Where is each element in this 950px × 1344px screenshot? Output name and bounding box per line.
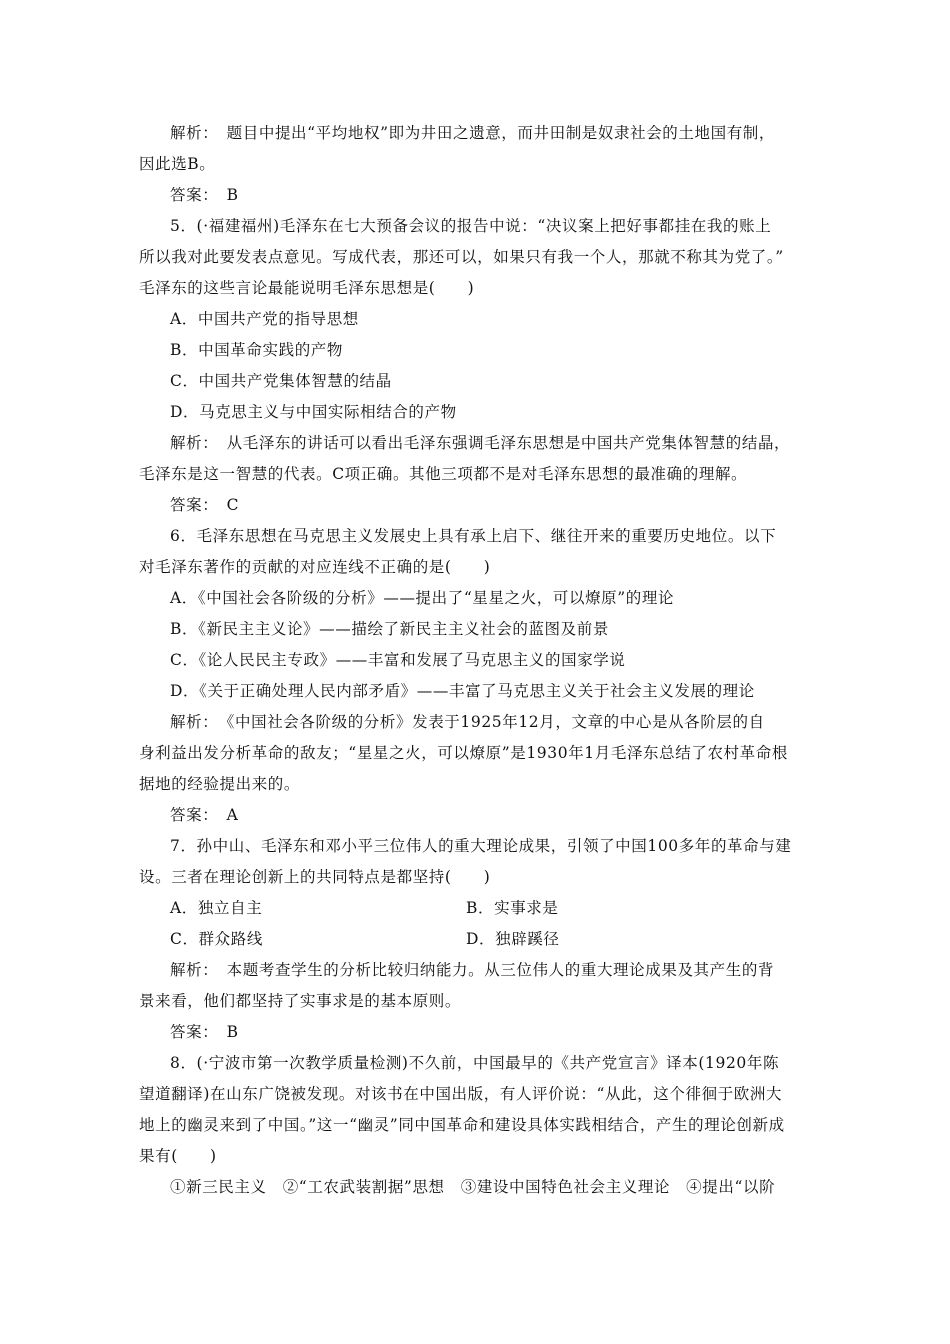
question-7-stem: 7．孙中山、毛泽东和邓小平三位伟人的重大理论成果，引领了中国100多年的革命与建 (170, 837, 792, 855)
option-c: C．《论人民民主专政》——丰富和发展了马克思主义的国家学说 (170, 651, 626, 669)
question-6-stem: 对毛泽东著作的贡献的对应连线不正确的是( ) (139, 558, 491, 576)
analysis-line: 毛泽东是这一智慧的代表。C项正确。其他三项都不是对毛泽东思想的最准确的理解。 (139, 465, 748, 483)
question-8-stem: 果有( ) (139, 1147, 217, 1165)
question-5-stem: 所以我对此要发表点意见。写成代表，那还可以，如果只有我一个人，那就不称其为党了。” (139, 248, 784, 266)
option-a: A．独立自主 (170, 899, 263, 917)
answer-line: 答案： C (170, 496, 240, 514)
question-8-stem: 地上的幽灵来到了中国。”这一“幽灵”同中国革命和建设具体实践相结合，产生的理论创新成 (139, 1116, 785, 1134)
question-8-choices: ①新三民主义 ②“工农武装割据”思想 ③建设中国特色社会主义理论 ④提出“以阶 (170, 1178, 776, 1196)
analysis-line: 解析： 《中国社会各阶级的分析》发表于1925年12月，文章的中心是从各阶层的自 (170, 713, 765, 731)
option-d: D．《关于正确处理人民内部矛盾》——丰富了马克思主义关于社会主义发展的理论 (170, 682, 755, 700)
option-b: B．实事求是 (466, 899, 559, 917)
answer-line: 答案： A (170, 806, 239, 824)
analysis-line: 解析： 本题考查学生的分析比较归纳能力。从三位伟人的重大理论成果及其产生的背 (170, 961, 775, 979)
option-b: B．《新民主主义论》——描绘了新民主主义社会的蓝图及前景 (170, 620, 609, 638)
analysis-line: 因此选B。 (139, 155, 216, 173)
option-b: B．中国革命实践的产物 (170, 341, 343, 359)
analysis-line: 解析： 从毛泽东的讲话可以看出毛泽东强调毛泽东思想是中国共产党集体智慧的结晶， (170, 434, 791, 452)
option-d: D．独辟蹊径 (466, 930, 560, 948)
analysis-line: 解析： 题目中提出“平均地权”即为井田之遗意，而井田制是奴隶社会的土地国有制， (170, 124, 776, 142)
question-7-stem: 设。三者在理论创新上的共同特点是都坚持( ) (139, 868, 491, 886)
analysis-line: 据地的经验提出来的。 (139, 775, 301, 793)
option-d: D．马克思主义与中国实际相结合的产物 (170, 403, 457, 421)
option-c: C．中国共产党集体智慧的结晶 (170, 372, 392, 390)
question-8-stem: 望道翻译)在山东广饶被发现。对该书在中国出版，有人评价说：“从此，这个徘徊于欧洲大 (139, 1085, 783, 1103)
option-row (170, 898, 850, 918)
answer-line: 答案： B (170, 186, 239, 204)
option-a: A．《中国社会各阶级的分析》——提出了“星星之火，可以燎原”的理论 (170, 589, 675, 607)
question-6-stem: 6．毛泽东思想在马克思主义发展史上具有承上启下、继往开来的重要历史地位。以下 (170, 527, 777, 545)
analysis-line: 景来看，他们都坚持了实事求是的基本原则。 (139, 992, 462, 1010)
option-a: A．中国共产党的指导思想 (170, 310, 359, 328)
question-5-stem: 5．(·福建福州)毛泽东在七大预备会议的报告中说：“决议案上把好事都挂在我的账上 (170, 217, 772, 235)
analysis-line: 身利益出发分析革命的敌友；“星星之火，可以燎原”是1930年1月毛泽东总结了农村革命根 (139, 744, 788, 762)
question-5-stem: 毛泽东的这些言论最能说明毛泽东思想是( ) (139, 279, 475, 297)
answer-line: 答案： B (170, 1023, 239, 1041)
question-8-stem: 8．(·宁波市第一次教学质量检测)不久前，中国最早的《共产党宣言》译本(1920年陈 (170, 1054, 780, 1072)
option-row (170, 929, 850, 949)
option-c: C．群众路线 (170, 930, 263, 948)
